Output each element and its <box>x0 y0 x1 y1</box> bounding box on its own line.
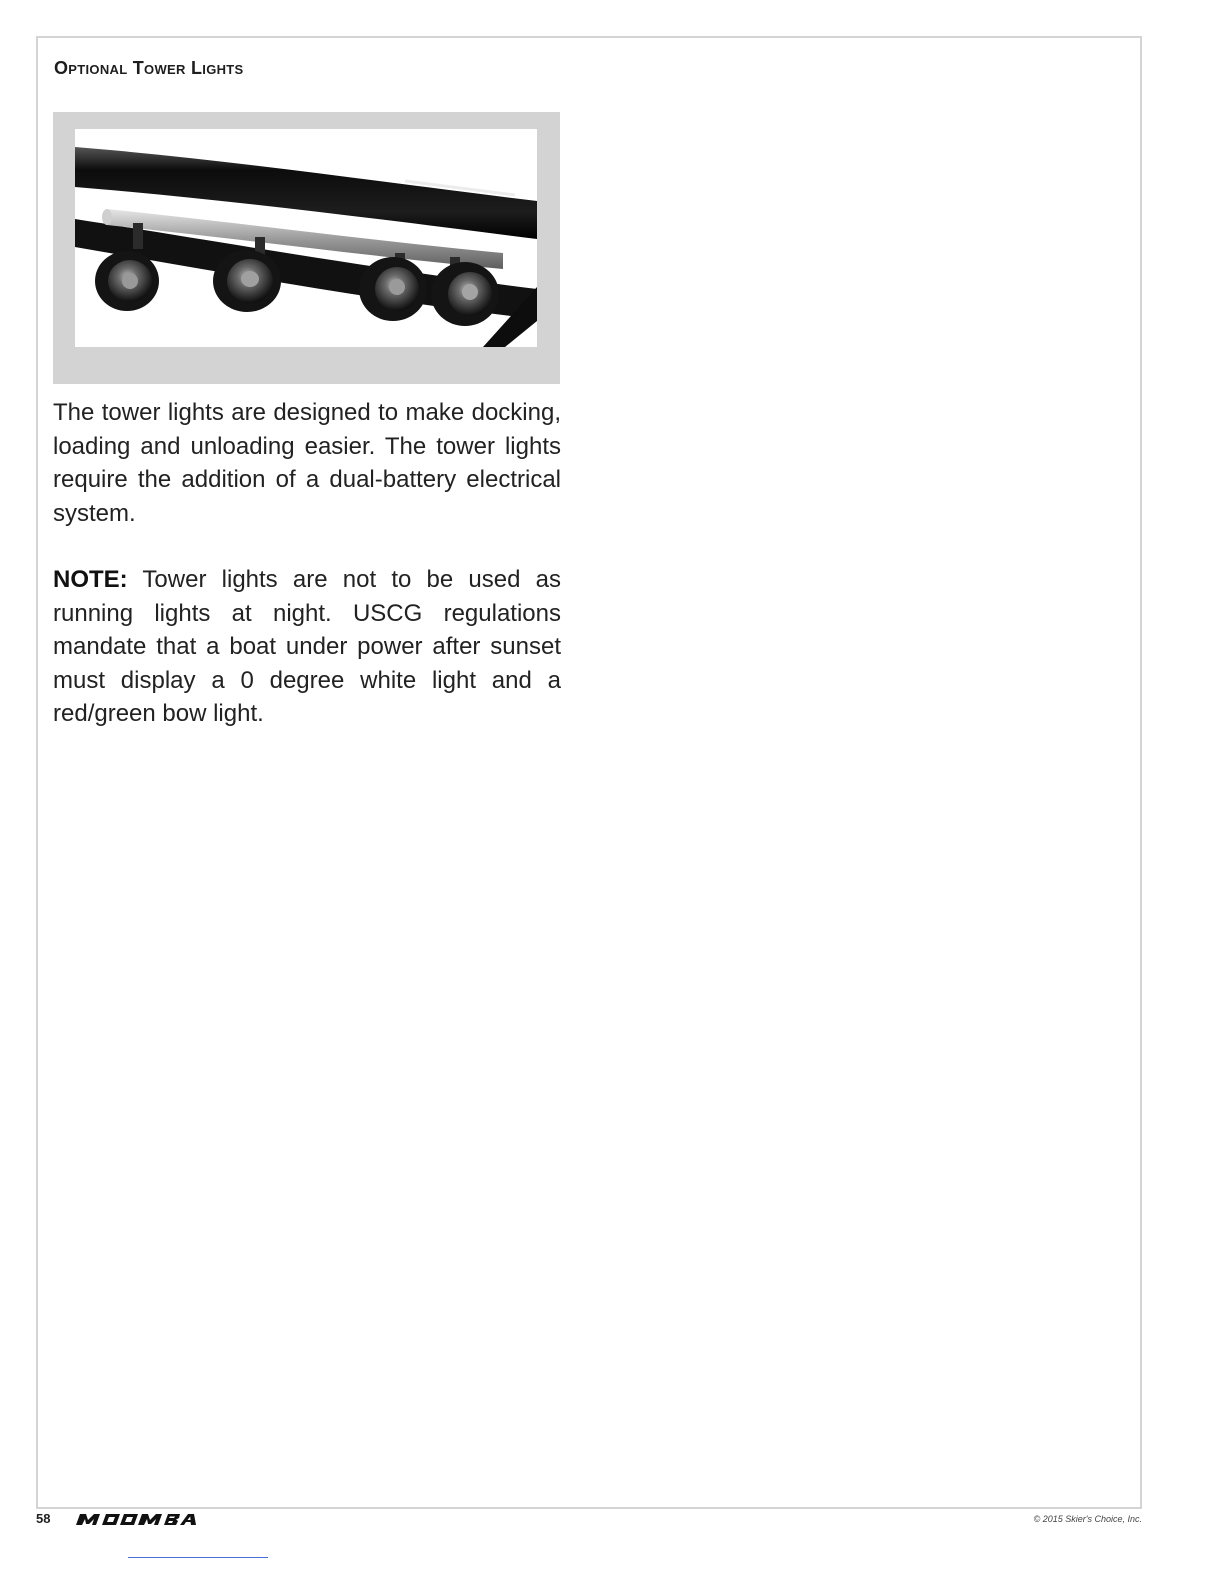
note-label: NOTE: <box>53 566 128 593</box>
page-footer <box>36 1508 1142 1532</box>
section-title: Optional Tower Lights <box>54 58 244 78</box>
note-paragraph <box>53 563 561 731</box>
body-paragraph: The tower lights are designed to make docking, loading and unloading easier. The tower lights require the addition of a dual-battery electrical system. <box>53 399 561 527</box>
note-text: Tower lights are not to be used as running lights at night. USCG regulations mandate that a boat under power after sunset must display a 0 degree white light and a red/green bow light. <box>53 566 561 727</box>
photo-panel <box>53 112 560 384</box>
tower-lights-photo <box>75 129 537 347</box>
copyright-notice: © 2015 Skier's Choice, Inc. <box>1033 1514 1142 1524</box>
tower-lights-illustration <box>75 129 537 347</box>
page-number: 58 <box>36 1511 51 1526</box>
moomba-logo <box>72 1512 202 1526</box>
link-underline-mark <box>128 1557 268 1558</box>
